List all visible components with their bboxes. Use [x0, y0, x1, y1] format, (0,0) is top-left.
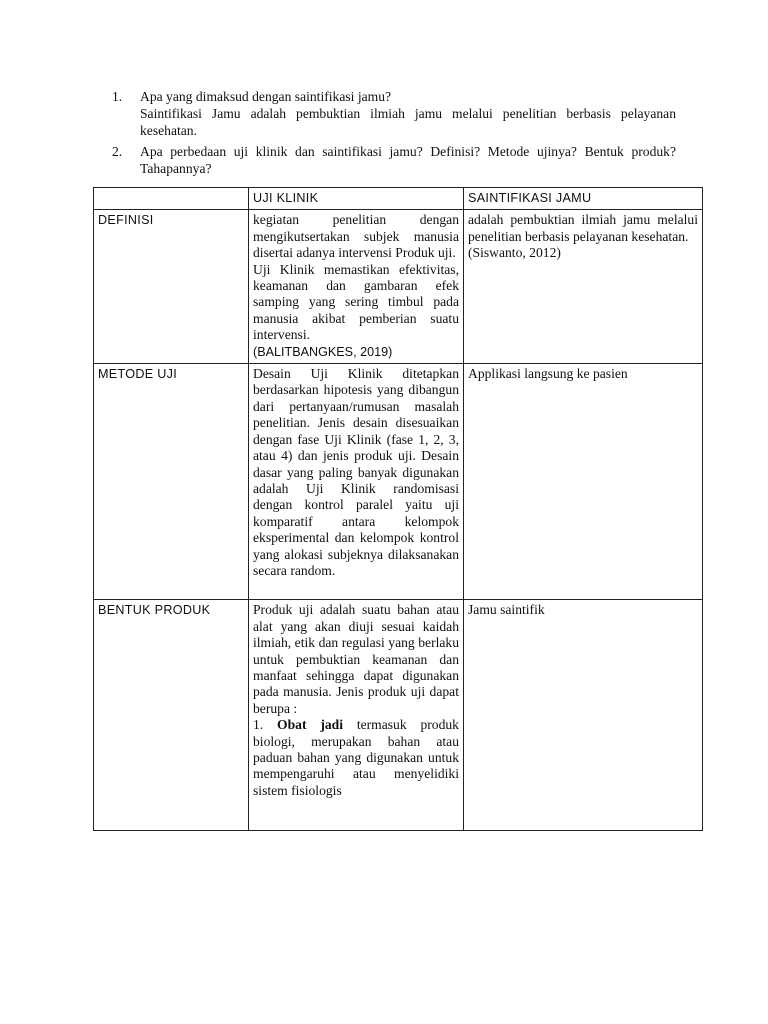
metode-uji-klinik-text: Desain Uji Klinik ditetapkan berdasarkan hipotesis yang dibangun dari pertanyaan/rumusan masalah penelitian. Jenis desain disesuaikan dengan fase Uji Klinik (fase 1, 2, 3, atau 4) dan jenis produk uji. Desain dasar yang paling banyak digunakan adalah Uji Klinik randomisasi dengan kontrol paralel yaitu uji komparatif antara kelompok eksperimental dan kelompok kontrol yang alokasi subjeknya dilaksanakan secara random.: [253, 366, 459, 578]
table-header-row: [94, 188, 703, 210]
metode-uji-klinik-cell: [249, 364, 464, 600]
item-description: termasuk produk biologi, merupakan bahan atau paduan bahan yang digunakan untuk mempengaruhi atau menyelidiki sistem fisiologis: [253, 717, 459, 798]
row-label-bentuk-produk: BENTUK PRODUK: [94, 600, 249, 831]
definisi-saintifikasi-source: (Siswanto, 2012): [468, 245, 561, 261]
header-saintifikasi-jamu: SAINTIFIKASI JAMU: [464, 188, 703, 210]
definisi-uji-klinik-source: (BALITBANGKES, 2019): [253, 344, 393, 359]
header-uji-klinik: UJI KLINIK: [249, 188, 464, 210]
bentuk-produk-item-1: [253, 717, 459, 799]
question-text: Apa yang dimaksud dengan saintifikasi jamu?: [140, 89, 392, 104]
bentuk-produk-intro: Produk uji adalah suatu bahan atau alat yang akan diuji sesuai kaidah ilmiah, etik dan regulasi yang berlaku untuk pembuktian keamanan dan manfaat sehingga dapat digunakan pada manusia. Jenis produk uji dapat berupa :: [253, 602, 459, 716]
row-label-metode-uji: METODE UJI: [94, 364, 249, 600]
definisi-uji-klinik-cell: [249, 210, 464, 364]
question-number: 1.: [112, 89, 123, 104]
row-label-definisi: DEFINISI: [94, 210, 249, 364]
question-number: 2.: [112, 144, 123, 159]
comparison-table: [93, 187, 703, 831]
table-row: [94, 364, 703, 600]
table-row: [94, 210, 703, 364]
definisi-saintifikasi-text: adalah pembuktian ilmiah jamu melalui penelitian berbasis pelayanan kesehatan.: [468, 212, 698, 244]
definisi-uji-klinik-p1: kegiatan penelitian dengan mengikutsertakan subjek manusia disertai adanya intervensi Produk uji.: [253, 212, 459, 261]
definisi-uji-klinik-p2: Uji Klinik memastikan efektivitas, keamanan dan gambaran efek samping yang sering timbul pada manusia akibat pemberian suatu intervensi.: [253, 261, 459, 343]
answer-text: Saintifikasi Jamu adalah pembuktian ilmiah jamu melalui penelitian berbasis pelayanan kesehatan.: [140, 106, 676, 138]
header-cell-empty: [94, 188, 249, 210]
bentuk-produk-uji-klinik-cell: [249, 600, 464, 831]
table-row: [94, 600, 703, 831]
bentuk-produk-saintifikasi-text: Jamu saintifik: [468, 602, 545, 618]
bentuk-produk-saintifikasi-cell: [464, 600, 703, 831]
metode-saintifikasi-cell: [464, 364, 703, 600]
metode-saintifikasi-text: Applikasi langsung ke pasien: [468, 366, 628, 382]
item-number: 1.: [253, 717, 264, 733]
item-bold-term: Obat jadi: [277, 717, 343, 733]
definisi-saintifikasi-cell: [464, 210, 703, 364]
question-text: Apa perbedaan uji klinik dan saintifikasi jamu? Definisi? Metode ujinya? Bentuk produk? Tahapannya?: [140, 144, 676, 176]
